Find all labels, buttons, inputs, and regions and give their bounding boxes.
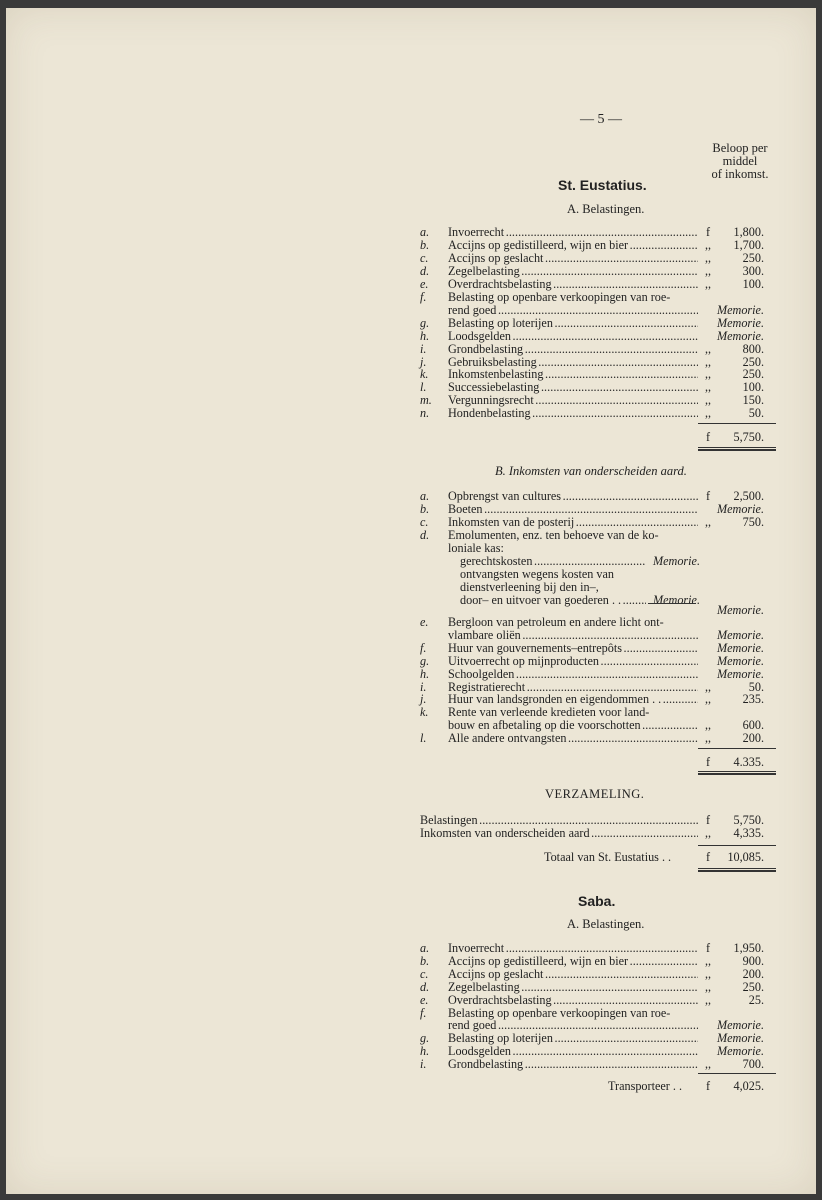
item-letter: n.: [420, 406, 430, 421]
item-text: Belastingen . . .: [420, 814, 698, 827]
item-text: Belasting op loterijen . . .: [448, 1032, 698, 1045]
item-letter: j.: [420, 354, 427, 369]
item-amount: 800.: [742, 341, 764, 356]
se-inkomsten-total: [420, 756, 780, 769]
item-text: Schoolgelden . . .: [448, 668, 698, 681]
item-amount: 235.: [742, 692, 764, 707]
item-letter: c.: [420, 514, 429, 529]
item-letter: k.: [420, 367, 429, 382]
transport-currency: f: [705, 1079, 711, 1093]
item-letter: h.: [420, 1044, 430, 1059]
item-text: Overdrachtsbelasting . . .: [448, 994, 698, 1007]
item-amount: 250.: [742, 979, 764, 994]
item-currency: f: [705, 489, 711, 503]
item-letter: i.: [420, 341, 427, 356]
se-belastingen-total: [420, 431, 780, 444]
item-letter: g.: [420, 1031, 430, 1046]
item-text: Invoerrecht . . .: [448, 942, 698, 955]
item-currency: f: [705, 941, 711, 955]
section-title-st-eustatius: St. Eustatius.: [558, 177, 647, 193]
subsection-heading-text: A. Belastingen.: [567, 202, 645, 216]
saba-subsection-heading-text: A. Belastingen.: [567, 917, 645, 931]
item-currency: ,,: [704, 514, 712, 529]
item-amount: 750.: [742, 514, 764, 529]
item-currency: ,,: [704, 825, 712, 840]
item-currency: ,,: [704, 354, 712, 369]
item-text: Opbrengst van cultures . . .: [448, 490, 698, 503]
item-amount: Memorie.: [716, 1044, 764, 1059]
item-amount: Memorie.: [716, 666, 764, 681]
item-text: Huur van gouvernements–entrepôts . . .: [448, 642, 698, 655]
line-item: [420, 226, 780, 239]
line-item: [420, 693, 780, 706]
item-text: Successiebelasting . . .: [448, 381, 698, 394]
item-amount: 150.: [742, 393, 764, 408]
item-currency: ,,: [704, 992, 712, 1007]
item-amount: 100.: [742, 276, 764, 291]
line-item: [420, 942, 780, 955]
transport-row: [420, 1080, 780, 1093]
item-amount: 1,800.: [733, 225, 764, 239]
line-item: [420, 814, 780, 827]
line-item: [420, 994, 780, 1007]
saba-rule: [698, 1073, 776, 1074]
line-item: [420, 330, 780, 343]
grand-total-row: [420, 851, 780, 864]
item-text: Inkomsten van onderscheiden aard . . .: [420, 827, 698, 840]
verz-rule: [698, 845, 776, 846]
item-currency: ,,: [704, 692, 712, 707]
total-currency: f: [705, 430, 711, 444]
item-amount: 1,950.: [733, 941, 764, 955]
item-text: rend goed . . .: [448, 304, 698, 317]
item-currency: f: [705, 813, 711, 827]
line-item: [420, 291, 780, 304]
page-number: — 5 —: [580, 112, 622, 127]
item-amount: 250.: [742, 367, 764, 382]
item-currency: ,,: [704, 276, 712, 291]
item-text: Rente van verleende kredieten voor land-: [448, 706, 650, 720]
line-item: [420, 732, 780, 745]
line-item: [420, 955, 780, 968]
b-total-currency: f: [705, 755, 711, 769]
line-item: [420, 629, 780, 642]
item-text: Grondbelasting . . .: [448, 343, 698, 356]
line-item: [420, 668, 780, 681]
item-text: Zegelbelasting . . .: [448, 981, 698, 994]
item-letter: i.: [420, 679, 427, 694]
item-text: Vergunningsrecht . . .: [448, 394, 698, 407]
grand-total-amount: 10,085.: [727, 850, 764, 864]
item-amount: 50.: [748, 679, 764, 694]
line-item: [420, 655, 780, 668]
item-currency: f: [705, 225, 711, 239]
item-letter: b.: [420, 501, 430, 516]
subsection-heading-belastingen: [567, 202, 644, 217]
total-amount: 5,750.: [733, 430, 764, 444]
line-item: [420, 356, 780, 369]
column-header-line-1: Beloop per: [712, 141, 768, 155]
line-item: [420, 529, 780, 542]
item-amount: Memorie.: [716, 653, 764, 668]
item-letter: e.: [420, 992, 429, 1007]
sub-line-item: [420, 568, 700, 581]
item-text: Belasting op openbare verkoopingen van roe-: [448, 1006, 671, 1020]
item-amount: Memorie.: [716, 1018, 764, 1033]
line-item: [420, 381, 780, 394]
item-currency: ,,: [704, 237, 712, 252]
item-text: Accijns op gedistilleerd, wijn en bier . . .: [448, 955, 698, 968]
item-currency: ,,: [704, 393, 712, 408]
item-text: Emolumenten, enz. ten behoeve van de ko-: [448, 528, 659, 542]
verzameling-heading: VERZAMELING.: [545, 787, 645, 801]
item-letter: i.: [420, 1057, 427, 1072]
item-letter: a.: [420, 225, 430, 239]
item-text: Boeten . . .: [448, 503, 698, 516]
item-currency: ,,: [704, 406, 712, 421]
sub-item-text: door– en uitvoer van goederen . . . . .: [460, 594, 646, 607]
line-item: [420, 981, 780, 994]
item-amount: 900.: [742, 953, 764, 968]
item-text: Hondenbelasting . . .: [448, 407, 698, 420]
item-text: Inkomsten van de posterij . . .: [448, 516, 698, 529]
sub-item-text: ontvangsten wegens kosten van: [460, 567, 615, 581]
item-amount: Memorie.: [716, 501, 764, 516]
item-text: loniale kas:: [448, 541, 504, 555]
item-letter: c.: [420, 966, 429, 981]
transport-label: Transporteer . .: [608, 1080, 683, 1093]
line-item: [420, 642, 780, 655]
line-item: [420, 706, 780, 719]
item-text: Accijns op gedistilleerd, wijn en bier . . .: [448, 239, 698, 252]
item-letter: l.: [420, 731, 427, 746]
sub-item-value: Memorie.: [652, 554, 700, 568]
item-letter: d.: [420, 979, 430, 994]
item-amount: 250.: [742, 354, 764, 369]
sub-item-text: dienstverleening bij den in–,: [460, 580, 599, 594]
sub-line-item: [420, 555, 700, 568]
b-total-double-rule: [698, 771, 776, 775]
total-double-rule: [698, 447, 776, 451]
item-amount: 4,335.: [733, 825, 764, 840]
item-text: bouw en afbetaling op die voorschotten . . .: [448, 719, 698, 732]
item-letter: e.: [420, 276, 429, 291]
item-text: Gebruiksbelasting . . .: [448, 356, 698, 369]
line-item: [420, 304, 780, 317]
item-text: Grondbelasting . . .: [448, 1058, 698, 1071]
item-text: Accijns op geslacht . . .: [448, 968, 698, 981]
item-text: Registratierecht . . .: [448, 681, 698, 694]
line-item: [420, 827, 780, 840]
line-item: [420, 1058, 780, 1071]
b-total-amount: 4.335.: [733, 755, 764, 769]
item-currency: ,,: [704, 718, 712, 733]
item-letter: e.: [420, 615, 429, 629]
item-currency: ,,: [704, 367, 712, 382]
item-text: Zegelbelasting . . .: [448, 265, 698, 278]
item-text: Accijns op geslacht . . .: [448, 252, 698, 265]
item-currency: ,,: [704, 966, 712, 981]
item-amount: 1,700.: [733, 237, 764, 252]
line-item: [420, 719, 780, 732]
item-letter: l.: [420, 380, 427, 395]
item-currency: ,,: [704, 979, 712, 994]
saba-subsection-heading: [567, 917, 644, 932]
column-header: [700, 142, 780, 181]
item-text: Alle andere ontvangsten . . .: [448, 732, 698, 745]
item-letter: c.: [420, 250, 429, 265]
item-amount: 2,500.: [733, 489, 764, 503]
sub-item-text: gerechtskosten . . .: [460, 555, 646, 568]
item-letter: f.: [420, 1005, 427, 1020]
item-letter: g.: [420, 653, 430, 668]
item-letter: h.: [420, 328, 430, 343]
item-amount: Memorie.: [716, 302, 764, 317]
line-item: [420, 542, 780, 555]
column-header-line-2: middel: [722, 154, 758, 168]
item-text: Huur van landsgronden en eigendommen . . . . .: [448, 693, 698, 706]
line-item: [420, 394, 780, 407]
item-letter: f.: [420, 640, 427, 655]
item-amount: 600.: [742, 718, 764, 733]
item-letter: b.: [420, 237, 430, 252]
line-item: [420, 252, 780, 265]
emolumenten-total-value: Memorie.: [716, 603, 764, 617]
item-currency: ,,: [704, 953, 712, 968]
item-currency: ,,: [704, 731, 712, 746]
line-item: [420, 503, 780, 516]
line-item: [420, 317, 780, 330]
item-amount: 25.: [748, 992, 764, 1007]
grand-total-double-rule: [698, 868, 776, 872]
item-amount: 200.: [742, 731, 764, 746]
grand-total-currency: f: [705, 850, 711, 864]
grand-total-label: Totaal van St. Eustatius . .: [544, 851, 672, 864]
line-item: [420, 681, 780, 694]
item-amount: 5,750.: [733, 813, 764, 827]
item-letter: h.: [420, 666, 430, 681]
item-amount: Memorie.: [716, 627, 764, 642]
item-amount: Memorie.: [716, 1031, 764, 1046]
sub-item-value: Memorie.: [652, 592, 700, 607]
item-currency: ,,: [704, 263, 712, 278]
item-text: Loodsgelden . . .: [448, 1045, 698, 1058]
subsection-heading-inkomsten: B. Inkomsten van onderscheiden aard.: [495, 464, 687, 478]
item-currency: ,,: [704, 341, 712, 356]
item-text: Belasting op loterijen . . .: [448, 317, 698, 330]
line-item: [420, 368, 780, 381]
item-text: Uitvoerrecht op mijnproducten . . .: [448, 655, 698, 668]
line-item: [420, 265, 780, 278]
line-item: [420, 278, 780, 291]
item-currency: ,,: [704, 1057, 712, 1072]
item-letter: f.: [420, 289, 427, 304]
item-letter: k.: [420, 705, 429, 720]
item-letter: a.: [420, 941, 430, 955]
item-letter: j.: [420, 692, 427, 707]
item-currency: ,,: [704, 380, 712, 395]
item-amount: 250.: [742, 250, 764, 265]
item-letter: a.: [420, 489, 430, 503]
item-letter: d.: [420, 263, 430, 278]
line-item: [420, 343, 780, 356]
column-header-line-3: of inkomst.: [711, 167, 769, 181]
item-letter: d.: [420, 527, 430, 542]
item-letter: g.: [420, 315, 430, 330]
item-text: vlambare oliën . . .: [448, 629, 698, 642]
line-item: [420, 516, 780, 529]
item-text: rend goed . . .: [448, 1019, 698, 1032]
section-title-saba: Saba.: [578, 893, 616, 909]
item-text: Invoerrecht . . .: [448, 226, 698, 239]
line-item: [420, 968, 780, 981]
item-letter: m.: [420, 393, 432, 408]
subtotal-rule: [698, 423, 776, 424]
item-letter: b.: [420, 953, 430, 968]
item-amount: 100.: [742, 380, 764, 395]
line-item: [420, 239, 780, 252]
sub-line-item: [420, 581, 700, 594]
item-amount: Memorie.: [716, 328, 764, 343]
item-amount: 300.: [742, 263, 764, 278]
item-currency: ,,: [704, 250, 712, 265]
item-text: Overdrachtsbelasting . . .: [448, 278, 698, 291]
subtotal-rule-b: [698, 748, 776, 749]
item-text: Belasting op openbare verkoopingen van roe-: [448, 290, 671, 304]
item-amount: Memorie.: [716, 315, 764, 330]
item-text: Loodsgelden . . .: [448, 330, 698, 343]
transport-amount: 4,025.: [733, 1079, 764, 1093]
item-text: Inkomstenbelasting . . .: [448, 368, 698, 381]
item-currency: ,,: [704, 679, 712, 694]
item-text: Bergloon van petroleum en andere licht ont-: [448, 616, 664, 629]
item-amount: 50.: [748, 406, 764, 421]
item-amount: Memorie.: [716, 640, 764, 655]
item-amount: 700.: [742, 1057, 764, 1072]
line-item: [420, 407, 780, 420]
line-item: [420, 1045, 780, 1058]
item-amount: 200.: [742, 966, 764, 981]
